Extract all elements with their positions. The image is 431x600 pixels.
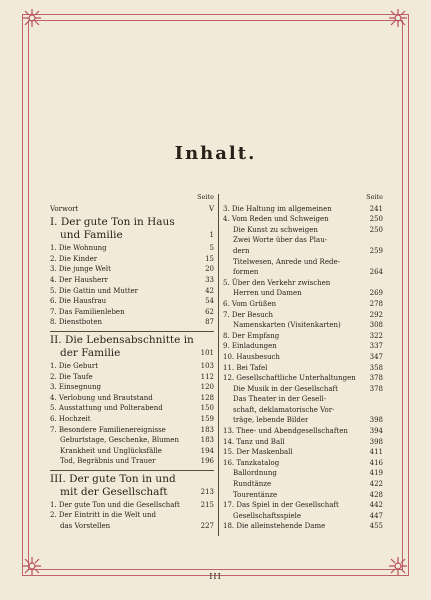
toc-entry-title: Rundtänze: [233, 480, 272, 489]
seite-header: Seite: [366, 193, 383, 201]
toc-entry[interactable]: [223, 490, 383, 501]
toc-entry[interactable]: [223, 500, 383, 511]
toc-entry[interactable]: [50, 510, 214, 521]
toc-entry-vorwort[interactable]: [50, 204, 214, 215]
toc-entry-title: 2. Der Eintritt in die Welt und: [50, 511, 156, 520]
toc-entry[interactable]: [50, 307, 214, 318]
toc-entry[interactable]: [50, 296, 214, 307]
toc-entry-page: 259: [369, 246, 383, 255]
toc-entry[interactable]: [223, 415, 383, 426]
toc-entry-title: 1. Der gute Ton und die Gesellschaft: [50, 500, 180, 509]
toc-entry[interactable]: [50, 403, 214, 414]
toc-entry-title: Das Theater in der Gesell-: [233, 395, 327, 404]
toc-entry-page: [211, 510, 214, 521]
toc-entry-title: 7. Der Besuch: [223, 310, 274, 319]
toc-entry-page: 15: [205, 254, 214, 263]
toc-entry-title: Vorwort: [50, 204, 79, 213]
toc-entry-page: 250: [369, 225, 383, 234]
toc-entry[interactable]: [223, 320, 383, 331]
toc-entry-title: 2. Die Taufe: [50, 372, 93, 381]
toc-entry-page: 33: [205, 275, 214, 284]
toc-entry-page: 183: [200, 425, 214, 434]
toc-entry-page: 447: [369, 511, 383, 520]
toc-entry-title: 18. Die alleinstehende Dame: [223, 522, 326, 531]
toc-entry-page: 442: [369, 501, 383, 510]
toc-entry-page: [380, 394, 383, 405]
toc-entry-title: Titelwesen, Anrede und Rede-: [233, 257, 340, 266]
section-heading: I. Der gute Ton in Haus: [50, 216, 175, 229]
toc-entry-title: 1. Die Wohnung: [50, 244, 107, 253]
toc-entry-page: [380, 257, 383, 268]
toc-entry-page: 112: [200, 372, 214, 381]
toc-entry[interactable]: [223, 257, 383, 268]
toc-entry-page: 378: [369, 374, 383, 383]
toc-entry-title: formen: [233, 268, 259, 277]
toc-entry-title: 5. Die Gattin und Mutter: [50, 286, 138, 295]
toc-entry-title: 4. Der Hausherr: [50, 275, 108, 284]
toc-entry-page: 264: [369, 268, 383, 277]
column-divider: [218, 194, 219, 536]
toc-entry-title: 12. Gesellschaftliche Unterhaltungen: [223, 374, 356, 383]
toc-entry-title: 9. Einladungen: [223, 342, 277, 351]
toc-entry-page: 128: [200, 393, 214, 402]
toc-entry[interactable]: [223, 521, 383, 532]
toc-entry[interactable]: [223, 363, 383, 374]
toc-entry[interactable]: [223, 394, 383, 405]
toc-entry-title: Die Musik in der Gesellschaft: [233, 384, 338, 393]
toc-entry-page: 398: [369, 437, 383, 446]
section-heading: mit der Gesellschaft: [60, 485, 168, 498]
toc-entry-page: 292: [369, 310, 383, 319]
toc-entry[interactable]: [50, 456, 214, 467]
corner-ornament-icon: [21, 7, 43, 29]
toc-entry[interactable]: [223, 288, 383, 299]
toc-entry-page: 120: [200, 383, 214, 392]
toc-entry[interactable]: [223, 204, 383, 215]
toc-entry[interactable]: [50, 254, 214, 265]
toc-entry[interactable]: [50, 425, 214, 436]
toc-entry-title: Zwei Worte über das Plau-: [233, 236, 328, 245]
toc-entry-page: 358: [369, 363, 383, 372]
toc-entry[interactable]: [50, 275, 214, 286]
toc-entry-title: Herren und Damen: [233, 289, 302, 298]
section-page: 1: [209, 231, 214, 240]
toc-entry-page: 428: [369, 490, 383, 499]
toc-entry[interactable]: [50, 361, 214, 372]
toc-entry-page: 54: [205, 297, 214, 306]
toc-entry[interactable]: [223, 468, 383, 479]
toc-entry-page: [380, 405, 383, 416]
toc-entry-page: 5: [209, 244, 214, 253]
toc-entry-page: 42: [205, 286, 214, 295]
toc-entry-title: 8. Der Empfang: [223, 331, 280, 340]
section-page: 101: [200, 348, 214, 357]
section-heading: und Familie: [60, 229, 123, 242]
toc-entry-title: 15. Der Maskenball: [223, 448, 293, 457]
toc-entry-page: 150: [200, 404, 214, 413]
toc-entry-page: 455: [369, 522, 383, 531]
toc-entry-page: 398: [369, 416, 383, 425]
toc-entry-page: 215: [200, 500, 214, 509]
page-number: III: [209, 572, 222, 581]
toc-entry-title: Geburtstage, Geschenke, Blumen: [60, 436, 179, 445]
toc-entry-title: das Vorstellen: [60, 522, 111, 531]
toc-entry[interactable]: [50, 317, 214, 328]
toc-entry-page: 194: [200, 446, 214, 455]
seite-header: Seite: [197, 193, 214, 201]
toc-entry[interactable]: [223, 479, 383, 490]
toc-entry-title: Tod, Begräbnis und Trauer: [60, 457, 156, 466]
toc-entry[interactable]: [223, 405, 383, 416]
toc-entry-page: 227: [200, 522, 214, 531]
toc-entry[interactable]: [223, 352, 383, 363]
toc-entry-title: 3. Einsegnung: [50, 383, 101, 392]
toc-entry[interactable]: [50, 414, 214, 425]
toc-entry[interactable]: [50, 500, 214, 511]
toc-entry-page: 183: [200, 436, 214, 445]
toc-entry-title: dern: [233, 246, 250, 255]
toc-entry[interactable]: [50, 382, 214, 393]
toc-section-3[interactable]: [50, 473, 214, 499]
toc-entry-page: 196: [200, 457, 214, 466]
toc-entry-page: 416: [369, 458, 383, 467]
toc-entry-title: 10. Hausbesuch: [223, 352, 280, 361]
toc-entry-title: Ballordnung: [233, 469, 277, 478]
toc-entry-title: 16. Tanzkatalog: [223, 458, 280, 467]
toc-entry-page: [380, 235, 383, 246]
toc-entry-title: 8. Dienstboten: [50, 318, 102, 327]
toc-entry-title: Gesellschaftsspiele: [233, 511, 301, 520]
toc-entry-page: 87: [205, 318, 214, 327]
section-heading: III. Der gute Ton in und: [50, 472, 176, 485]
toc-entry[interactable]: [223, 278, 383, 289]
toc-entry[interactable]: [223, 310, 383, 321]
toc-entry-title: 7. Besondere Familienereignisse: [50, 425, 166, 434]
toc-entry[interactable]: [223, 437, 383, 448]
section-separator: [50, 331, 214, 332]
toc-entry-title: 6. Hochzeit: [50, 414, 91, 423]
toc-entry-title: 13. Thee- und Abendgesellschaften: [223, 427, 348, 436]
toc-entry[interactable]: [223, 373, 383, 384]
section-heading: der Familie: [60, 346, 121, 359]
toc-entry-title: Die Kunst zu schweigen: [233, 225, 318, 234]
toc-entry-title: 3. Die Haltung im allgemeinen: [223, 204, 332, 213]
toc-entry-title: 6. Vom Grüßen: [223, 299, 277, 308]
toc-entry-title: träge, lebende Bilder: [233, 416, 309, 425]
toc-entry[interactable]: [223, 225, 383, 236]
toc-entry[interactable]: [50, 286, 214, 297]
toc-entry-page: 411: [369, 448, 383, 457]
toc-entry[interactable]: [50, 243, 214, 254]
toc-entry[interactable]: [223, 458, 383, 469]
toc-entry[interactable]: [223, 511, 383, 522]
toc-entry[interactable]: [50, 446, 214, 457]
toc-entry[interactable]: [223, 384, 383, 395]
toc-entry[interactable]: [223, 426, 383, 437]
page-title: Inhalt.: [174, 143, 257, 164]
toc-entry-page: [380, 278, 383, 289]
toc-entry-page: 337: [369, 342, 383, 351]
toc-entry[interactable]: [223, 341, 383, 352]
toc-entry-page: 241: [369, 204, 383, 213]
toc-entry-title: Namenskarten (Visitenkarten): [233, 321, 341, 330]
toc-right-column: [223, 192, 383, 532]
toc-entry-title: 14. Tanz und Ball: [223, 437, 285, 446]
toc-entry-title: schaft, deklamatorische Vor-: [233, 405, 335, 414]
toc-entry-title: 1. Die Geburt: [50, 361, 99, 370]
toc-entry-page: 308: [369, 321, 383, 330]
corner-ornament-icon: [387, 7, 409, 29]
toc-entry[interactable]: [50, 264, 214, 275]
toc-entry[interactable]: [223, 246, 383, 257]
toc-left-column: [50, 192, 214, 532]
toc-entry-page: 322: [369, 331, 383, 340]
toc-entry-page: V: [208, 204, 214, 213]
toc-entry-page: 347: [369, 352, 383, 361]
toc-entry-page: 278: [369, 299, 383, 308]
toc-entry-page: 159: [200, 414, 214, 423]
toc-entry[interactable]: [223, 235, 383, 246]
toc-entry-title: 5. Ausstattung und Polterabend: [50, 404, 163, 413]
toc-entry-title: Tourentänze: [233, 490, 278, 499]
toc-entry[interactable]: [223, 299, 383, 310]
toc-section-2[interactable]: [50, 334, 214, 360]
toc-entry[interactable]: [50, 372, 214, 383]
section-page: 213: [200, 487, 214, 496]
toc-entry[interactable]: [50, 393, 214, 404]
toc-entry[interactable]: [223, 447, 383, 458]
toc-entry-title: 4. Verlobung und Brautstand: [50, 393, 153, 402]
toc-entry[interactable]: [223, 331, 383, 342]
toc-entry-title: 2. Die Kinder: [50, 254, 98, 263]
toc-entry[interactable]: [223, 214, 383, 225]
toc-entry-page: 419: [369, 469, 383, 478]
toc-entry-page: 103: [200, 361, 214, 370]
toc-entry[interactable]: [50, 435, 214, 446]
toc-entry-title: 3. Die junge Welt: [50, 265, 111, 274]
toc-entry-title: 7. Das Familienleben: [50, 307, 125, 316]
toc-entry-title: 6. Die Hausfrau: [50, 297, 107, 306]
toc-entry[interactable]: [223, 267, 383, 278]
toc-entry-title: 17. Das Spiel in der Gesellschaft: [223, 501, 339, 510]
toc-entry-page: 250: [369, 215, 383, 224]
toc-entry-title: 5. Über den Verkehr zwischen: [223, 278, 331, 287]
toc-entry-title: Krankheit und Unglücksfälle: [60, 446, 162, 455]
toc-entry-page: 422: [369, 480, 383, 489]
toc-section-1[interactable]: [50, 216, 214, 242]
toc-entry-page: 269: [369, 289, 383, 298]
toc-entry-page: 62: [205, 307, 214, 316]
toc-entry-page: 378: [369, 384, 383, 393]
toc-entry[interactable]: [50, 521, 214, 532]
toc-entry-title: 11. Bei Tafel: [223, 363, 268, 372]
section-heading: II. Die Lebensabschnitte in: [50, 333, 194, 346]
toc-entry-page: 20: [205, 265, 214, 274]
toc-entry-page: 394: [369, 427, 383, 436]
section-separator: [50, 470, 214, 471]
toc-entry-title: 4. Vom Reden und Schweigen: [223, 215, 329, 224]
